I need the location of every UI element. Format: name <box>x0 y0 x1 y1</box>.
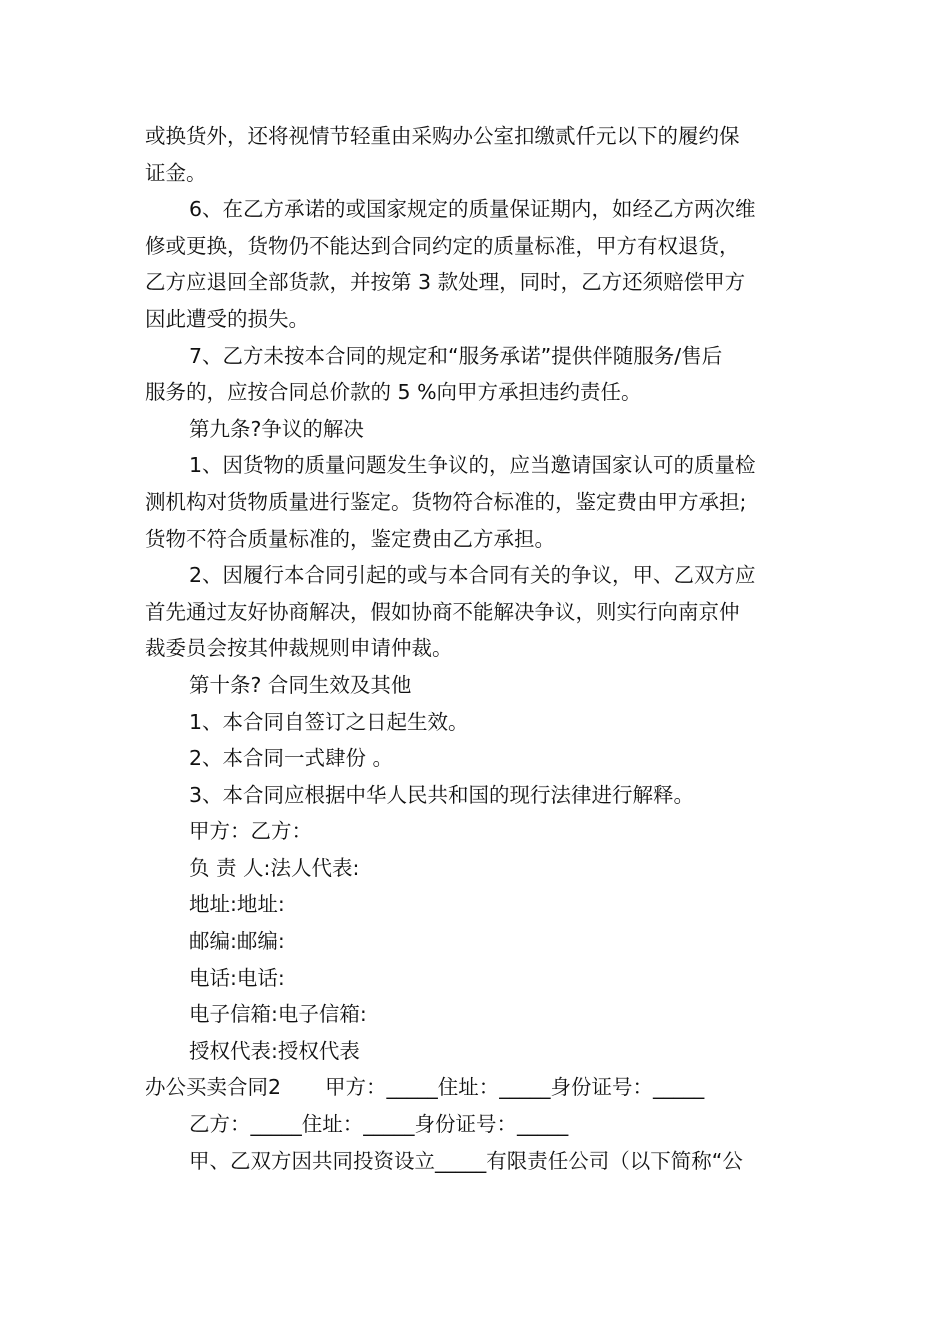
party-b-info: 乙方：_____住址：_____身份证号：_____ <box>189 1112 569 1137</box>
party-a-info: 甲方：_____住址：_____身份证号：_____ <box>325 1075 705 1100</box>
text-line: 1、因货物的质量问题发生争议的，应当邀请国家认可的质量检 <box>189 453 756 478</box>
signature-line: 电话:电话: <box>189 965 285 990</box>
text-line: 6、在乙方承诺的或国家规定的质量保证期内，如经乙方两次维 <box>189 197 756 222</box>
text-line: 3、本合同应根据中华人民共和国的现行法律进行解释。 <box>189 782 695 807</box>
text-line: 2、本合同一式肆份 。 <box>189 746 394 771</box>
text-line: 甲、乙双方因共同投资设立_____有限责任公司（以下简称“公 <box>189 1148 743 1173</box>
text-line: 1、本合同自签订之日起生效。 <box>189 709 469 734</box>
text-line: 货物不符合质量标准的，鉴定费由乙方承担。 <box>145 526 555 551</box>
text-line: 乙方应退回全部货款，并按第 3 款处理，同时，乙方还须赔偿甲方 <box>145 270 746 295</box>
section-heading: 第十条? 合同生效及其他 <box>189 672 412 697</box>
text-line: 2、因履行本合同引起的或与本合同有关的争议，甲、乙双方应 <box>189 563 756 588</box>
section-heading: 第九条?争议的解决 <box>189 416 364 441</box>
text-line: 修或更换，货物仍不能达到合同约定的质量标准，甲方有权退货， <box>145 233 740 258</box>
signature-line: 邮编:邮编: <box>189 929 285 954</box>
document-body <box>145 118 810 1179</box>
text-line: 服务的，应按合同总价款的 5 %向甲方承担违约责任。 <box>145 380 642 405</box>
signature-line: 负 责 人:法人代表: <box>189 855 360 880</box>
text-line: 测机构对货物质量进行鉴定。货物符合标准的，鉴定费由甲方承担; <box>145 489 747 514</box>
contract-heading-line <box>145 1069 810 1106</box>
signature-line: 授权代表:授权代表 <box>189 1038 360 1063</box>
signature-line: 地址:地址: <box>189 892 285 917</box>
text-line: 7、乙方未按本合同的规定和“服务承诺”提供伴随服务/售后 <box>189 343 723 368</box>
text-line: 或换货外，还将视情节轻重由采购办公室扣缴贰仟元以下的履约保 <box>145 124 740 148</box>
text-line: 首先通过友好协商解决，假如协商不能解决争议，则实行向南京仲 <box>145 599 740 624</box>
contract-title: 办公买卖合同2 <box>145 1075 282 1100</box>
signature-line: 电子信箱:电子信箱: <box>189 1002 367 1027</box>
text-line: 裁委员会按其仲裁规则申请仲裁。 <box>145 636 453 661</box>
text-line: 因此遭受的损失。 <box>145 306 309 331</box>
signature-line: 甲方：乙方： <box>189 819 312 844</box>
text-line: 证金。 <box>145 160 207 185</box>
